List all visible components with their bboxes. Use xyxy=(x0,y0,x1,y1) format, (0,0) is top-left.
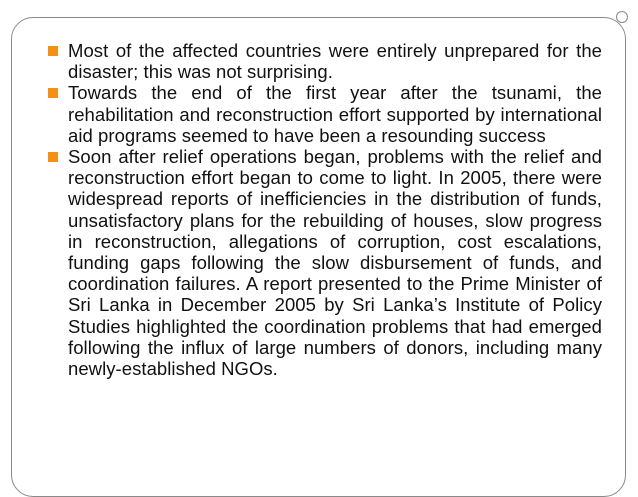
slide-content xyxy=(48,40,602,479)
bullet-list xyxy=(48,40,602,379)
corner-ornament xyxy=(616,11,628,23)
bullet-text-3: Soon after relief operations began, problems with the relief and reconstruction effort began to come to light. In 2005, there were widespread reports of inefficiencies in the distribution of funds, unsatisfactory plans for the rebuilding of houses, slow progress in reconstruction, allegations of corruption, cost escalations, funding gaps following the slow disbursement of funds, and coordination failures. A report presented to the Prime Minister of Sri Lanka in December 2005 by Sri Lanka’s Institute of Policy Studies highlighted the coordination problems that had emerged following the influx of large numbers of donors, including many newly-established NGOs. xyxy=(68,146,602,380)
bullet-item-2 xyxy=(48,82,602,146)
orange-bullet-icon xyxy=(48,152,58,162)
orange-bullet-icon xyxy=(48,46,58,56)
orange-bullet-icon xyxy=(48,88,58,98)
bullet-item-1 xyxy=(48,40,602,82)
bullet-text-1: Most of the affected countries were entirely unprepared for the disaster; this was not surprising. xyxy=(68,40,602,83)
bullet-text-2: Towards the end of the first year after the tsunami, the rehabilitation and reconstruction effort supported by international aid programs seemed to have been a resounding success xyxy=(68,82,602,146)
bullet-item-3 xyxy=(48,146,602,379)
